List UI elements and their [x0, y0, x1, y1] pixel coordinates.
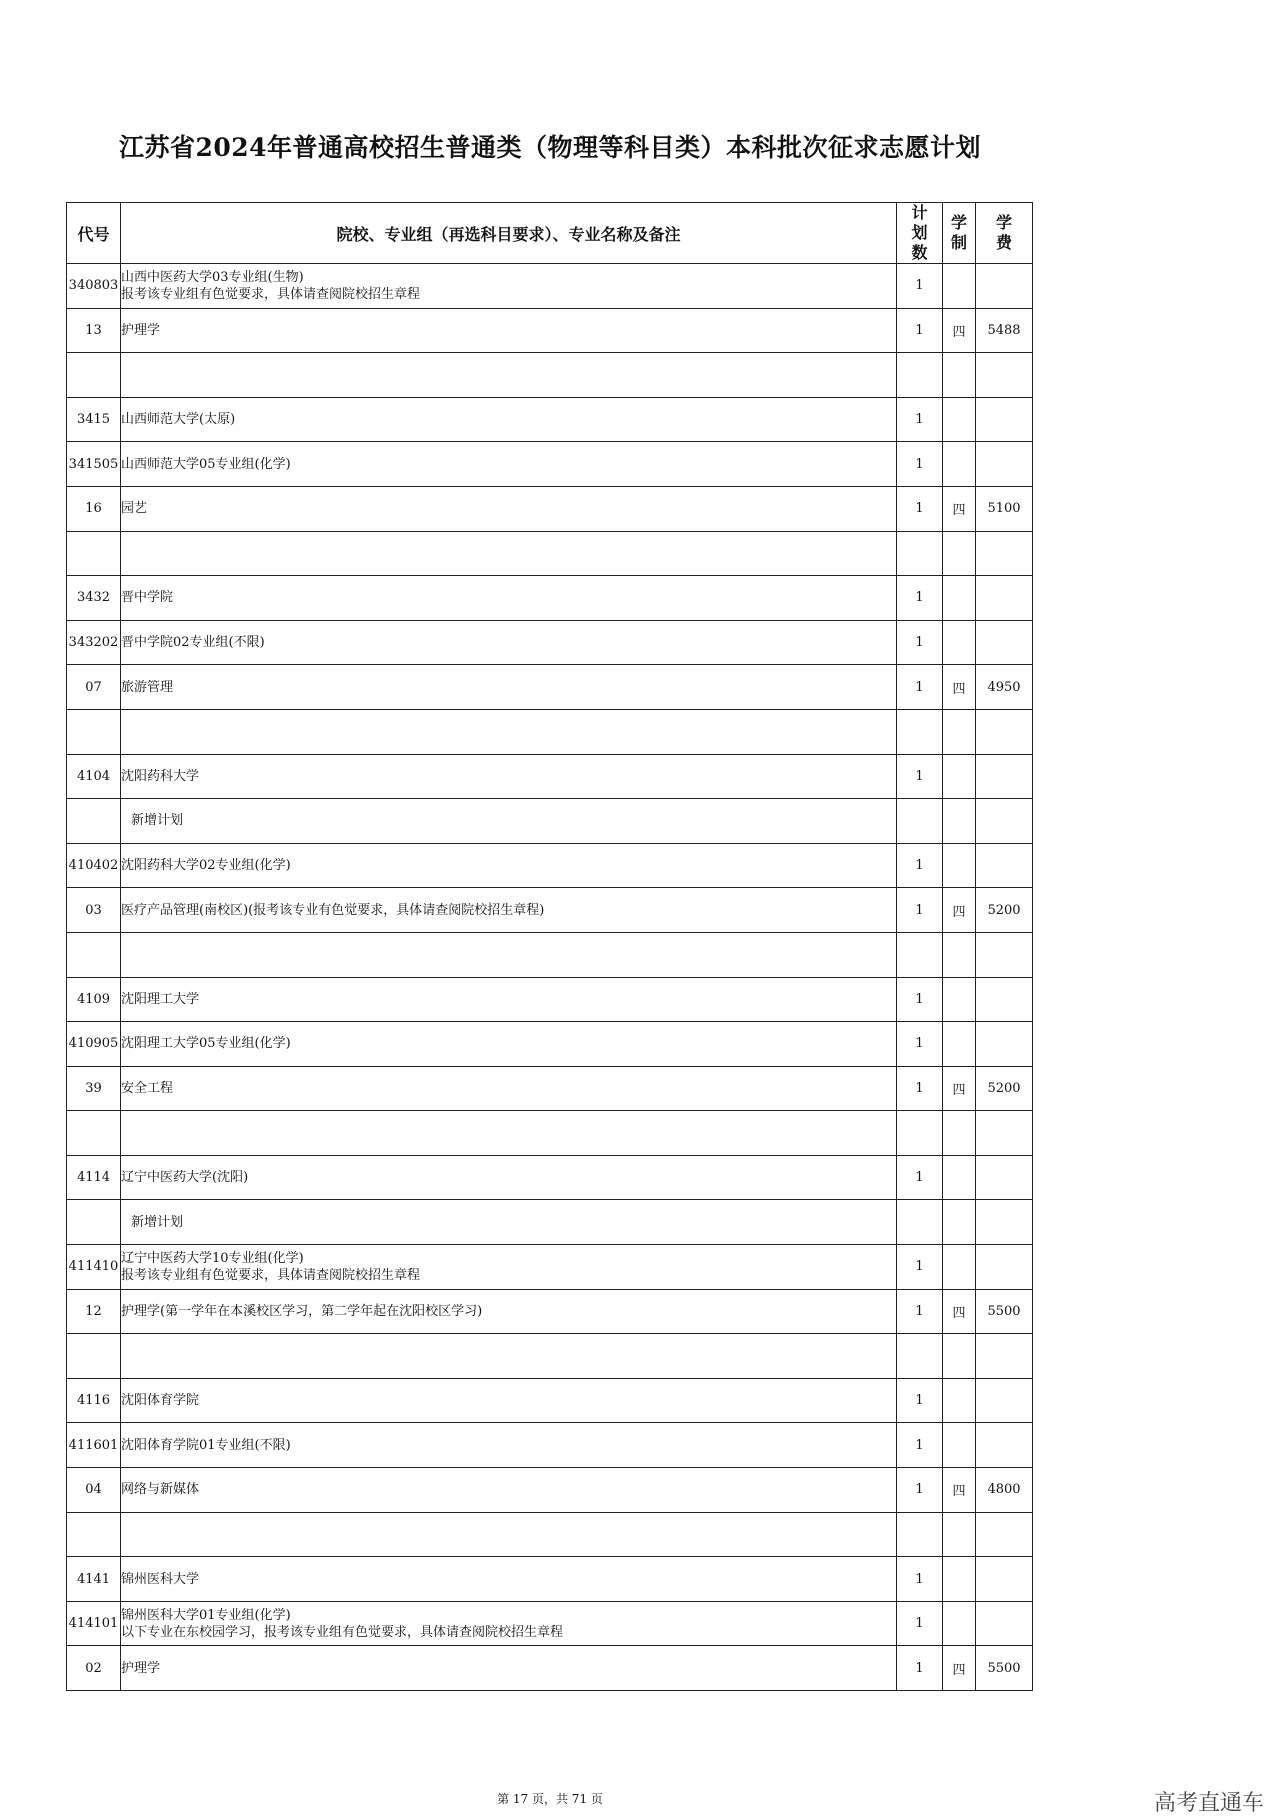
cell-name-text: 医疗产品管理(南校区)(报考该专业有色觉要求，具体请查阅院校招生章程): [121, 902, 545, 918]
table-row: [67, 353, 1033, 398]
cell-years: [943, 531, 976, 576]
cell-years: [943, 1022, 976, 1067]
cell-plan: 1: [897, 1245, 943, 1290]
cell-name: [121, 397, 897, 442]
cell-name-text: 旅游管理: [121, 679, 174, 695]
cell-plan: 1: [897, 1646, 943, 1691]
cell-years: [943, 754, 976, 799]
cell-fee: [976, 977, 1033, 1022]
cell-code: [67, 1512, 121, 1557]
table-row: [67, 888, 1033, 933]
cell-plan: 1: [897, 397, 943, 442]
cell-fee: [976, 353, 1033, 398]
header-years: [943, 203, 976, 264]
cell-plan: 1: [897, 1022, 943, 1067]
table-row: [67, 264, 1033, 309]
table-row: [67, 665, 1033, 710]
cell-name: [121, 932, 897, 977]
cell-fee: [976, 1334, 1033, 1379]
table-row: [67, 799, 1033, 844]
cell-code: 03: [67, 888, 121, 933]
cell-fee: [976, 1601, 1033, 1646]
table-row: [67, 1378, 1033, 1423]
cell-plan: [897, 799, 943, 844]
cell-fee: [976, 620, 1033, 665]
header-plan-char: 计: [911, 203, 928, 222]
page-title: 江苏省2024年普通高校招生普通类（物理等科目类）本科批次征求志愿计划: [118, 133, 982, 162]
cell-name: [121, 1200, 897, 1245]
table-row: [67, 531, 1033, 576]
cell-plan: 1: [897, 1378, 943, 1423]
cell-name: [121, 1155, 897, 1200]
cell-fee: 5100: [976, 486, 1033, 531]
cell-years: 四: [943, 308, 976, 353]
cell-code: 341505: [67, 442, 121, 487]
cell-fee: [976, 1512, 1033, 1557]
cell-plan: 1: [897, 888, 943, 933]
cell-name-text: 园艺: [121, 501, 148, 517]
cell-plan: [897, 1334, 943, 1379]
cell-years: [943, 843, 976, 888]
cell-years: [943, 1512, 976, 1557]
cell-years: [943, 264, 976, 309]
cell-name: [121, 1066, 897, 1111]
cell-name-text: 沈阳理工大学: [121, 991, 200, 1007]
header-code: 代号: [67, 203, 121, 264]
cell-code: 410402: [67, 843, 121, 888]
cell-note-text: 报考该专业组有色觉要求，具体请查阅院校招生章程: [121, 1267, 421, 1283]
table-row: [67, 1601, 1033, 1646]
cell-code: 411601: [67, 1423, 121, 1468]
cell-plan: 1: [897, 1468, 943, 1513]
cell-name: [121, 531, 897, 576]
table-row: [67, 977, 1033, 1022]
cell-years: [943, 1245, 976, 1290]
table-body: [67, 264, 1033, 1691]
cell-name-text: 沈阳药科大学02专业组(化学): [121, 858, 291, 874]
cell-name: [121, 1601, 897, 1646]
cell-name: [121, 442, 897, 487]
cell-fee: [976, 1557, 1033, 1602]
cell-name: [121, 1557, 897, 1602]
enrollment-plan-table: [66, 202, 1033, 1691]
cell-code: 16: [67, 486, 121, 531]
cell-code: 414101: [67, 1601, 121, 1646]
cell-years: 四: [943, 665, 976, 710]
cell-name: [121, 1289, 897, 1334]
cell-plan: 1: [897, 1601, 943, 1646]
cell-plan: 1: [897, 486, 943, 531]
cell-name: [121, 799, 897, 844]
cell-code: 4114: [67, 1155, 121, 1200]
cell-fee: [976, 1245, 1033, 1290]
cell-fee: 5200: [976, 1066, 1033, 1111]
header-plan: [897, 203, 943, 264]
cell-name-text: 晋中学院02专业组(不限): [121, 635, 265, 651]
cell-years: 四: [943, 486, 976, 531]
cell-plan: [897, 1111, 943, 1156]
table-row: [67, 442, 1033, 487]
cell-code: 340803: [67, 264, 121, 309]
table-row: [67, 1289, 1033, 1334]
cell-years: [943, 1155, 976, 1200]
cell-plan: 1: [897, 754, 943, 799]
table-row: [67, 1155, 1033, 1200]
cell-plan: [897, 1512, 943, 1557]
cell-years: [943, 977, 976, 1022]
cell-plan: 1: [897, 576, 943, 621]
cell-code: 4116: [67, 1378, 121, 1423]
cell-name-text: 沈阳药科大学: [121, 768, 200, 784]
table-row: [67, 308, 1033, 353]
cell-years: [943, 397, 976, 442]
cell-name-text: 山西师范大学05专业组(化学): [121, 456, 291, 472]
cell-fee: [976, 531, 1033, 576]
cell-years: [943, 709, 976, 754]
cell-code: 3415: [67, 397, 121, 442]
cell-plan: 1: [897, 1155, 943, 1200]
table-row: [67, 1646, 1033, 1691]
cell-code: 12: [67, 1289, 121, 1334]
cell-code: 39: [67, 1066, 121, 1111]
cell-years: [943, 799, 976, 844]
cell-note-text: 报考该专业组有色觉要求，具体请查阅院校招生章程: [121, 286, 421, 302]
cell-name: [121, 977, 897, 1022]
cell-fee: [976, 1155, 1033, 1200]
cell-plan: [897, 709, 943, 754]
cell-name: [121, 264, 897, 309]
cell-name: [121, 353, 897, 398]
cell-code: 343202: [67, 620, 121, 665]
cell-fee: 5200: [976, 888, 1033, 933]
cell-plan: [897, 531, 943, 576]
cell-years: 四: [943, 1289, 976, 1334]
cell-years: [943, 353, 976, 398]
table-row: [67, 576, 1033, 621]
cell-name-text: 锦州医科大学: [121, 1571, 200, 1587]
table-row: [67, 754, 1033, 799]
cell-code: 4141: [67, 1557, 121, 1602]
cell-years: [943, 1111, 976, 1156]
cell-code: [67, 932, 121, 977]
cell-plan: [897, 932, 943, 977]
cell-plan: 1: [897, 977, 943, 1022]
cell-name-text: 安全工程: [121, 1080, 174, 1096]
cell-fee: [976, 1378, 1033, 1423]
cell-fee: 4950: [976, 665, 1033, 710]
cell-name-text: 新增计划: [131, 813, 184, 829]
header-plan-char: 划: [911, 223, 928, 242]
header-fee-char: 学: [995, 213, 1012, 232]
cell-years: [943, 1200, 976, 1245]
cell-code: [67, 1111, 121, 1156]
cell-fee: [976, 264, 1033, 309]
cell-name: [121, 843, 897, 888]
cell-code: [67, 531, 121, 576]
cell-name: [121, 620, 897, 665]
cell-code: 410905: [67, 1022, 121, 1067]
cell-name-text: 沈阳体育学院: [121, 1393, 200, 1409]
cell-fee: [976, 397, 1033, 442]
table-row: [67, 397, 1033, 442]
cell-plan: 1: [897, 308, 943, 353]
cell-name-text: 护理学: [121, 1660, 161, 1676]
cell-fee: [976, 754, 1033, 799]
cell-name: [121, 1245, 897, 1290]
cell-fee: 4800: [976, 1468, 1033, 1513]
cell-plan: 1: [897, 620, 943, 665]
cell-plan: 1: [897, 442, 943, 487]
header-years-char: 制: [950, 233, 967, 252]
table-row: [67, 1245, 1033, 1290]
table-row: [67, 1111, 1033, 1156]
cell-fee: [976, 1423, 1033, 1468]
cell-fee: 5500: [976, 1646, 1033, 1691]
cell-name: [121, 1512, 897, 1557]
cell-name: [121, 486, 897, 531]
cell-name-text: 晋中学院: [121, 590, 174, 606]
cell-years: [943, 442, 976, 487]
cell-years: 四: [943, 888, 976, 933]
cell-name: [121, 1334, 897, 1379]
cell-code: 07: [67, 665, 121, 710]
cell-name: [121, 308, 897, 353]
cell-code: 411410: [67, 1245, 121, 1290]
cell-fee: [976, 1111, 1033, 1156]
cell-code: [67, 353, 121, 398]
cell-years: [943, 1601, 976, 1646]
cell-name: [121, 888, 897, 933]
cell-name-text: 沈阳体育学院01专业组(不限): [121, 1437, 291, 1453]
cell-name: [121, 754, 897, 799]
cell-years: 四: [943, 1066, 976, 1111]
cell-fee: [976, 843, 1033, 888]
cell-name: [121, 1378, 897, 1423]
table-row: [67, 1468, 1033, 1513]
cell-plan: 1: [897, 1289, 943, 1334]
cell-plan: [897, 353, 943, 398]
cell-fee: 5488: [976, 308, 1033, 353]
cell-code: [67, 1334, 121, 1379]
table-row: [67, 1423, 1033, 1468]
cell-note-text: 以下专业在东校园学习，报考该专业组有色觉要求，具体请查阅院校招生章程: [121, 1624, 564, 1640]
cell-years: 四: [943, 1468, 976, 1513]
cell-fee: 5500: [976, 1289, 1033, 1334]
cell-name: [121, 1111, 897, 1156]
cell-name-text: 护理学: [121, 322, 161, 338]
cell-code: 3432: [67, 576, 121, 621]
cell-plan: 1: [897, 1066, 943, 1111]
cell-name: [121, 665, 897, 710]
table-row: [67, 1512, 1033, 1557]
table-row: [67, 843, 1033, 888]
cell-plan: 1: [897, 843, 943, 888]
cell-fee: [976, 1022, 1033, 1067]
cell-fee: [976, 442, 1033, 487]
cell-plan: 1: [897, 1423, 943, 1468]
cell-code: 04: [67, 1468, 121, 1513]
cell-name: [121, 709, 897, 754]
table-row: [67, 1200, 1033, 1245]
cell-name-text: 新增计划: [131, 1214, 184, 1230]
cell-name-text: 护理学(第一学年在本溪校区学习，第二学年起在沈阳校区学习): [121, 1303, 483, 1319]
cell-code: [67, 709, 121, 754]
cell-name-text: 网络与新媒体: [121, 1482, 200, 1498]
cell-fee: [976, 932, 1033, 977]
table-row: [67, 1022, 1033, 1067]
cell-fee: [976, 1200, 1033, 1245]
cell-years: [943, 932, 976, 977]
header-fee-char: 费: [995, 233, 1012, 252]
cell-plan: 1: [897, 264, 943, 309]
cell-name: [121, 1468, 897, 1513]
header-years-char: 学: [950, 213, 967, 232]
cell-fee: [976, 576, 1033, 621]
cell-years: 四: [943, 1646, 976, 1691]
header-name: 院校、专业组（再选科目要求）、专业名称及备注: [121, 203, 897, 264]
header-fee: [976, 203, 1033, 264]
cell-plan: [897, 1200, 943, 1245]
cell-years: [943, 1557, 976, 1602]
cell-name: [121, 1022, 897, 1067]
table-row: [67, 709, 1033, 754]
cell-name-text: 辽宁中医药大学(沈阳): [121, 1170, 249, 1186]
header-plan-char: 数: [911, 243, 928, 262]
table-header-row: [67, 203, 1033, 264]
watermark-logo: 高考直通车: [1153, 1791, 1264, 1816]
cell-name-text: 沈阳理工大学05专业组(化学): [121, 1036, 291, 1052]
cell-code: 13: [67, 308, 121, 353]
cell-name: [121, 1646, 897, 1691]
cell-name-text: 辽宁中医药大学10专业组(化学): [121, 1250, 304, 1266]
table-row: [67, 1334, 1033, 1379]
cell-code: 4104: [67, 754, 121, 799]
table-row: [67, 620, 1033, 665]
table-row: [67, 1066, 1033, 1111]
cell-plan: 1: [897, 665, 943, 710]
cell-fee: [976, 709, 1033, 754]
cell-fee: [976, 799, 1033, 844]
cell-name: [121, 1423, 897, 1468]
cell-years: [943, 620, 976, 665]
table-row: [67, 932, 1033, 977]
table-row: [67, 1557, 1033, 1602]
cell-name-text: 锦州医科大学01专业组(化学): [121, 1607, 291, 1623]
cell-years: [943, 1334, 976, 1379]
cell-code: [67, 1200, 121, 1245]
cell-code: 4109: [67, 977, 121, 1022]
cell-name: [121, 576, 897, 621]
cell-years: [943, 1423, 976, 1468]
page-footer: 第 17 页，共 71 页: [497, 1792, 603, 1806]
cell-years: [943, 1378, 976, 1423]
cell-code: 02: [67, 1646, 121, 1691]
cell-years: [943, 576, 976, 621]
cell-name-text: 山西师范大学(太原): [121, 412, 236, 428]
table-row: [67, 486, 1033, 531]
cell-name-text: 山西中医药大学03专业组(生物): [121, 269, 304, 285]
cell-code: [67, 799, 121, 844]
cell-plan: 1: [897, 1557, 943, 1602]
